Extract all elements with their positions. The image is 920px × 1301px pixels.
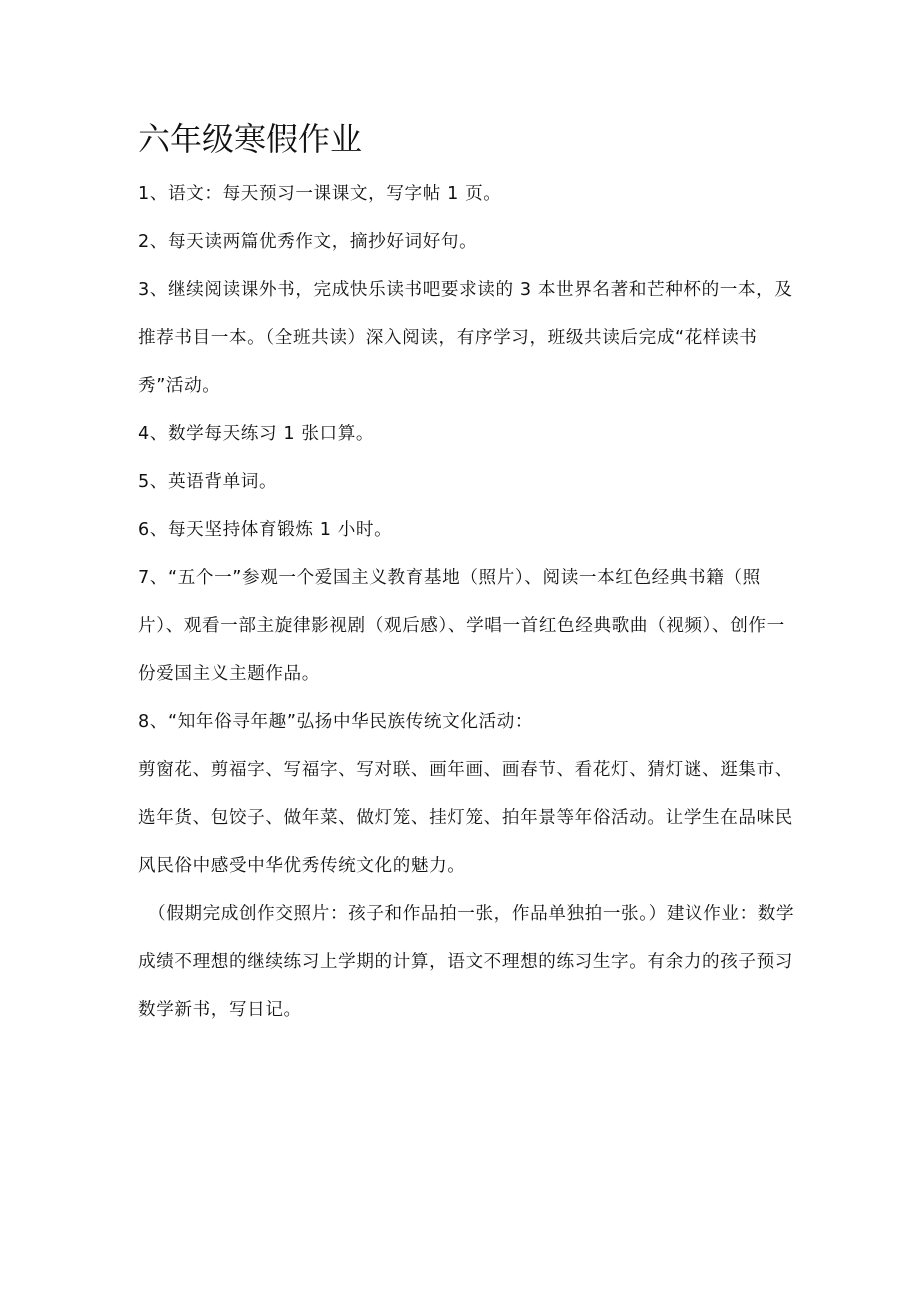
custom-activities-list: 剪窗花、剪福字、写福字、写对联、画年画、画春节、看花灯、猜灯谜、逛集市、选年货、包饺子、做年菜、做灯笼、挂灯笼、拍年景等年俗活动。让学生在品味民风民俗中感受中华优秀传统文化的魅力。 <box>138 760 793 876</box>
homework-note: （假期完成创作交照片：孩子和作品拍一张，作品单独拍一张。）建议作业：数学成绩不理想的继续练习上学期的计算，语文不理想的练习生字。有余力的孩子预习数学新书，写日记。 <box>138 904 795 1020</box>
homework-item-6: 6、每天坚持体育锻炼 1 小时。 <box>138 520 393 540</box>
homework-item-4: 4、数学每天练习 1 张口算。 <box>138 424 375 444</box>
homework-item-3: 3、继续阅读课外书，完成快乐读书吧要求读的 3 本世界名著和芒种杯的一本，及推荐书目一本。（全班共读）深入阅读，有序学习，班级共读后完成“花样读书秀”活动。 <box>138 280 793 396</box>
homework-item-2: 2、每天读两篇优秀作文，摘抄好词好句。 <box>138 232 478 252</box>
homework-item-8: 8、“知年俗寻年趣”弘扬中华民族传统文化活动： <box>138 712 534 732</box>
document-title: 六年级寒假作业 <box>138 120 363 158</box>
homework-item-5: 5、英语背单词。 <box>138 472 278 492</box>
document-body <box>138 116 798 1034</box>
homework-item-1: 1、语文：每天预习一课课文，写字帖 1 页。 <box>138 184 502 204</box>
homework-item-7: 7、“五个一”参观一个爱国主义教育基地（照片）、阅读一本红色经典书籍（照片）、观看一部主旋律影视剧（观后感）、学唱一首红色经典歌曲（视频）、创作一份爱国主义主题作品。 <box>138 568 785 684</box>
